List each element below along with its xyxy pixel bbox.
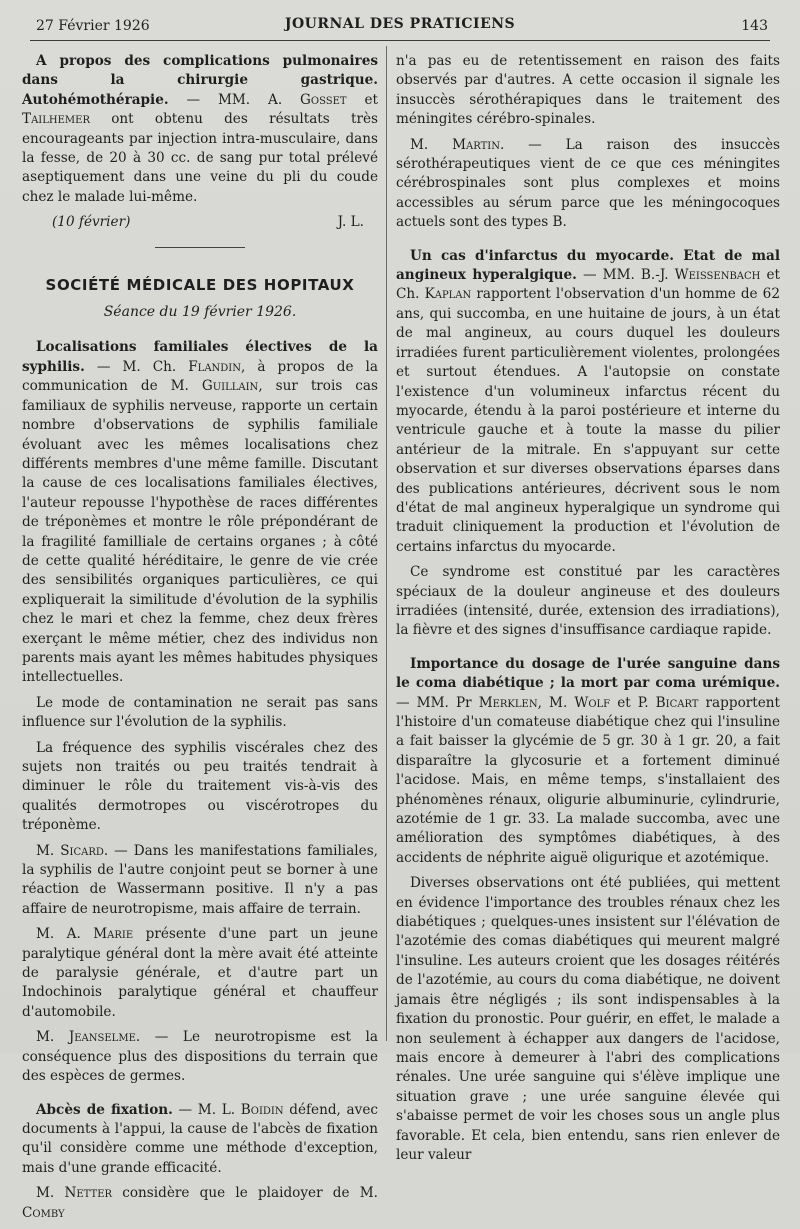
- page-header: [30, 14, 770, 41]
- paragraph: Diverses observations ont été publiées, qui mettent en évidence l'importance des troubles rénaux chez les diabétiques ; quelques-unes insistent sur l'élévation de l'azotémie des comas diabétiques qui meurent malgré l'insuline. Les auteurs croient que les dosages réitérés de l'azotémie, au cours du coma diabétique, ne doivent jamais être négligés ; ils sont indispensables à la fixation du pronostic. Pour guérir, en effet, le malade a non seulement à échapper aux dangers de l'acidose, mais encore à demeurer à l'abri des complications rénales. Une urée sanguine qui s'élève implique une situation grave ; une urée sanguine élevée qui s'abaisse permet de voir les choses sous un angle plus favorable. Et cela, bien entendu, sans rien enlever de leur valeur: [396, 875, 780, 1163]
- signature-date: (10 février): [52, 214, 131, 231]
- column-divider: [386, 46, 387, 1041]
- author-name: Jeanselme: [68, 1029, 136, 1046]
- section-separator: [155, 247, 245, 248]
- author-name: Wolf: [574, 694, 611, 711]
- article-title: A propos des complications pulmonaires dans la chirurgie gastrique. Autohémothérapie.: [22, 53, 378, 108]
- article-title: Importance du dosage de l'urée sanguine dans le coma diabétique ; la mort par coma urémique.: [396, 655, 780, 692]
- author-name: Tailhemer: [22, 111, 90, 128]
- session-date: Séance du 19 février 1926.: [103, 304, 297, 321]
- header-page-number: 143: [741, 18, 768, 34]
- author-name: Guillain: [201, 378, 259, 395]
- article-abces: Abcès de fixation. — M. L. Boidin défend, avec documents à l'appui, la cause de l'abcès de fixation qu'il considère comme une méthode d'exception, mais d'une grande efficacité.: [22, 1101, 378, 1176]
- paragraph: Ce syndrome est constitué par les caractères spéciaux de la douleur angineuse et des douleurs irradiées (intensité, durée, extension des irradiations), la fièvre et des signes d'insuffisance cardiaque rapide.: [396, 564, 780, 639]
- author-name: Kaplan: [424, 286, 472, 303]
- article-infarctus: Un cas d'infarctus du myocarde. Etat de mal angineux hyperalgique. — MM. B.-J. Weissenbach et Ch. Kaplan rapportent l'observation d'un homme de 62 ans, qui succomba, en une huitaine de jours, à un état de mal angineux, au cours duquel les douleurs irradiées furent particulièrement violentes, prolongées et surtout étendues. A l'autopsie on constate l'existence d'un volumineux infarctus récent du myocarde, étendu à la paroi postérieure et interne du ventricule gauche et à toute la masse du pilier antérieur de la mitrale. En s'appuyant sur cette observation et sur diverses observations éparses dans des publications antérieures, décrivent sous le nom d'état de mal angineux hyperalgique un syndrome qui traduit cliniquement la production et l'évolution de certains infarctus du myocarde.: [396, 247, 781, 555]
- paragraph: n'a pas eu de retentissement en raison des faits observés par d'autres. A cette occasion il signale les insuccès sérothérapiques dans le traitement des méningites cérébro-spinales.: [396, 53, 780, 128]
- left-column: [22, 52, 378, 1229]
- article-title: Abcès de fixation.: [36, 1101, 173, 1118]
- author-name: Marie: [93, 926, 134, 943]
- author-name: Flandin: [188, 358, 242, 375]
- author-name: Comby: [22, 1204, 65, 1221]
- author-name: Netter: [64, 1185, 113, 1202]
- paragraph: M. A. Marie présente d'une part un jeune paralytique général dont la mère avait été atteinte de paralysie générale, et d'autre part un Indochinois paralytique général et chauffeur d'automobile.: [22, 926, 378, 1020]
- header-journal-title: JOURNAL DES PRATICIENS: [284, 16, 516, 32]
- author-name: Gosset: [300, 91, 347, 108]
- paragraph: M. Netter considère que le plaidoyer de M. Comby: [22, 1185, 378, 1221]
- right-column: [396, 52, 780, 1171]
- author-name: Martin: [452, 136, 500, 153]
- paragraph: M. Martin. — La raison des insuccès sérothérapeutiques vient de ce que ces méningites cérébrospinales sont plus complexes et moins accessibles au sérum parce que les méningocoques actuels sont des types B.: [396, 136, 781, 231]
- author-name: Boidin: [240, 1101, 284, 1118]
- header-date: 27 Février 1926: [36, 18, 150, 34]
- article-title: Localisations familiales électives de la syphilis.: [22, 339, 378, 375]
- article-title: Un cas d'infarctus du myocarde. Etat de mal angineux hyperalgique.: [396, 247, 780, 284]
- signature-line: [22, 213, 378, 232]
- author-name: Sicard: [60, 842, 104, 859]
- paragraph: Le mode de contamination ne serait pas sans influence sur l'évolution de la syphilis.: [22, 694, 378, 731]
- author-name: Weissenbach: [674, 267, 761, 284]
- signature-initials: J. L.: [337, 214, 364, 231]
- article-pulmonary: A propos des complications pulmonaires dans la chirurgie gastrique. Autohémothérapie. — MM. A. Gosset et Tailhemer ont obtenu des résultats très encourageants par injection intra-musculaire, dans la fesse, de 20 à 30 cc. de sang pur total prélevé aseptiquement dans une veine du pli du coude chez le malade lui-même.: [22, 53, 378, 205]
- article-syphilis: Localisations familiales électives de la syphilis. — M. Ch. Flandin, à propos de la communication de M. Guillain, sur trois cas familiaux de syphilis nerveuse, rapporte un certain nombre d'observations de syphilis familiale évoluant avec les mêmes localisations chez différents membres d'une même famille. Discutant la cause de ces localisations familiales électives, l'auteur repousse l'hypothèse de races différentes de tréponèmes et montre le rôle prépondérant de la fragilité familliale de certains organes ; à côté de cette qualité héréditaire, le genre de vie crée des sensibilités organiques particulières, ce qui expliquerait la similitude d'évolution de la syphilis chez le mari et chez la femme, chez deux frères exerçant le même métier, chez des individus non parents mais ayant les mêmes habitudes physiques intellectuelles.: [22, 339, 378, 686]
- author-name: Bicart: [655, 694, 699, 711]
- article-uree: Importance du dosage de l'urée sanguine dans le coma diabétique ; la mort par coma urémique. — MM. Pr Merklen, M. Wolf et P. Bicart rapportent l'histoire d'un comateuse diabétique chez qui l'insuline a fait baisser la glycémie de 5 gr. 30 à 1 gr. 20, a fait disparaître la glycosurie et a fortement diminué l'acidose. Mais, en même temps, s'installaient des phénomènes rénaux, oligurie albuminurie, cylindrurie, azotémie de 1 gr. 33. La malade succomba, avec une amélioration des symptômes diabétiques, à des accidents de néphrite aiguë oligurique et azotémique.: [396, 655, 780, 866]
- section-title: SOCIÉTÉ MÉDICALE DES HOPITAUX: [45, 275, 355, 294]
- paragraph: M. Sicard. — Dans les manifestations familiales, la syphilis de l'autre conjoint peut se borner à une réaction de Wassermann positive. Il n'y a pas affaire de neurotropisme, mais affaire de terrain.: [22, 842, 378, 917]
- paragraph: La fréquence des syphilis viscérales chez des sujets non traités ou peu traités tendrait à diminuer le rôle du traitement vis-à-vis des qualités dermotropes ou viscérotropes du tréponème.: [22, 739, 378, 834]
- author-name: Merklen: [478, 694, 538, 711]
- paragraph: M. Jeanselme. — Le neurotropisme est la conséquence plus des dispositions du terrain que des espèces de germes.: [22, 1029, 378, 1085]
